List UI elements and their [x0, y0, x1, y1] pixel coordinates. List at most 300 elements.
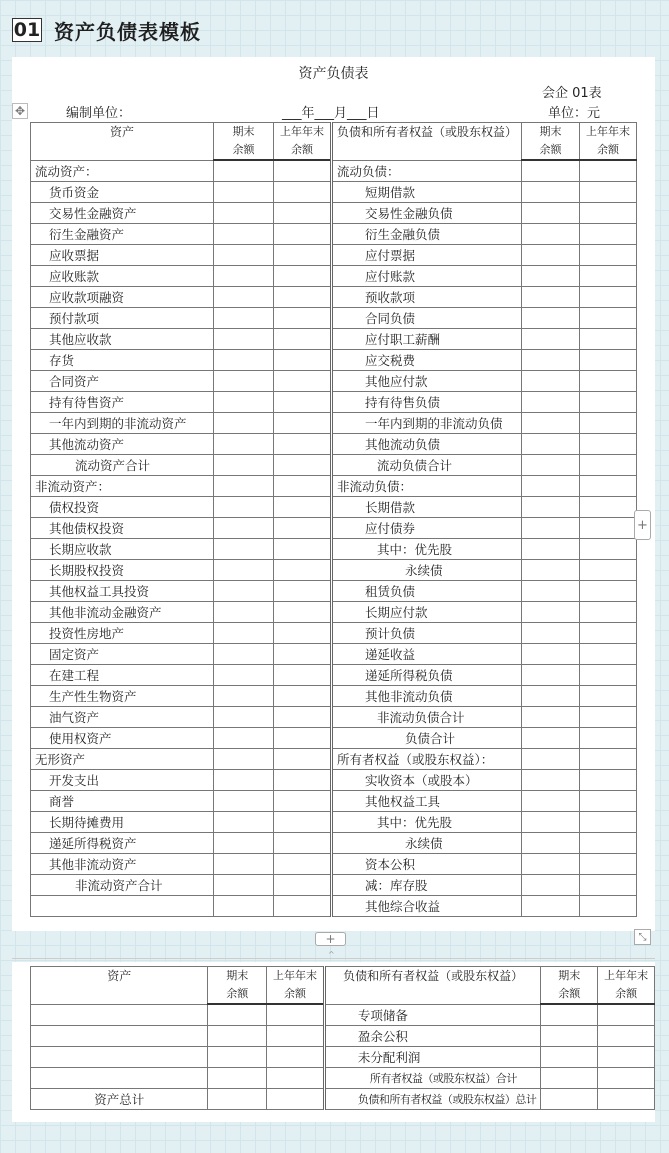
asset-item-cell[interactable]: 货币资金 [31, 182, 214, 203]
header-ending-balance[interactable]: 期末 [214, 123, 274, 142]
liability-item-cell[interactable]: 其中：优先股 [332, 812, 522, 833]
table-row [31, 160, 637, 182]
asset-prior-balance-cell[interactable] [267, 1047, 325, 1068]
liability-prior-balance-cell[interactable] [580, 854, 637, 875]
liability-item-cell[interactable]: 其中：优先股 [332, 539, 522, 560]
liability-item-cell[interactable]: 流动负债合计 [332, 455, 522, 476]
header-prior-year-balance-line2[interactable]: 余额 [274, 141, 332, 160]
document-page-1 [12, 57, 655, 931]
asset-item-cell[interactable]: 非流动资产合计 [31, 875, 214, 896]
asset-prior-balance-cell[interactable] [274, 455, 332, 476]
liability-ending-balance-cell[interactable] [541, 1068, 598, 1089]
table-row [31, 329, 637, 350]
liability-ending-balance-cell[interactable] [522, 644, 580, 665]
liability-item-cell[interactable]: 永续债 [332, 560, 522, 581]
asset-ending-balance-cell[interactable] [214, 203, 274, 224]
table-row [31, 896, 637, 917]
asset-prior-balance-cell[interactable] [274, 371, 332, 392]
asset-ending-balance-cell[interactable] [214, 707, 274, 728]
liability-prior-balance-cell[interactable] [580, 665, 637, 686]
asset-prior-balance-cell[interactable] [274, 413, 332, 434]
liability-prior-balance-cell[interactable] [580, 560, 637, 581]
liability-item-cell[interactable]: 持有待售负债 [332, 392, 522, 413]
liability-item-cell[interactable]: 其他综合收益 [332, 896, 522, 917]
liability-item-cell[interactable]: 应付账款 [332, 266, 522, 287]
liability-item-cell[interactable]: 永续债 [332, 833, 522, 854]
liability-item-cell[interactable]: 应付职工薪酬 [332, 329, 522, 350]
asset-item-cell[interactable]: 持有待售资产 [31, 392, 214, 413]
liability-prior-balance-cell[interactable] [580, 623, 637, 644]
table-row [31, 581, 637, 602]
asset-item-cell[interactable]: 其他债权投资 [31, 518, 214, 539]
table-row [31, 686, 637, 707]
balance-sheet-table [30, 122, 637, 917]
table-row [31, 182, 637, 203]
asset-item-cell[interactable]: 投资性房地产 [31, 623, 214, 644]
asset-prior-balance-cell[interactable] [274, 833, 332, 854]
asset-prior-balance-cell[interactable] [274, 812, 332, 833]
header-prior-year-balance-line2[interactable]: 余额 [267, 985, 325, 1004]
asset-prior-balance-cell[interactable] [274, 854, 332, 875]
asset-prior-balance-cell[interactable] [274, 350, 332, 371]
asset-ending-balance-cell[interactable] [214, 560, 274, 581]
asset-prior-balance-cell[interactable] [274, 160, 332, 182]
page-collapse-caret-icon[interactable]: ^ [328, 950, 335, 959]
header-prior-year-balance[interactable]: 上年年末 [274, 123, 332, 142]
asset-ending-balance-cell[interactable] [214, 266, 274, 287]
liability-prior-balance-cell[interactable] [580, 644, 637, 665]
asset-item-cell[interactable]: 无形资产 [31, 749, 214, 770]
liability-item-cell[interactable]: 长期借款 [332, 497, 522, 518]
asset-ending-balance-cell[interactable] [214, 875, 274, 896]
asset-item-cell[interactable]: 长期应收款 [31, 539, 214, 560]
section-number-badge: 01 [13, 19, 41, 41]
header-ending-balance-line2[interactable]: 余额 [522, 141, 580, 160]
liability-item-cell[interactable]: 减：库存股 [332, 875, 522, 896]
table-row [31, 539, 637, 560]
liability-ending-balance-cell[interactable] [522, 602, 580, 623]
liability-ending-balance-cell[interactable] [522, 812, 580, 833]
liability-prior-balance-cell[interactable] [580, 224, 637, 245]
header-ending-balance[interactable]: 期末 [522, 123, 580, 142]
liability-item-cell[interactable]: 短期借款 [332, 182, 522, 203]
liability-ending-balance-cell[interactable] [522, 560, 580, 581]
asset-prior-balance-cell[interactable] [274, 749, 332, 770]
asset-ending-balance-cell[interactable] [214, 854, 274, 875]
liability-item-cell[interactable]: 所有者权益（或股东权益）： [332, 749, 522, 770]
asset-prior-balance-cell[interactable] [267, 1004, 325, 1026]
asset-ending-balance-cell[interactable] [214, 476, 274, 497]
liability-item-cell[interactable]: 负债和所有者权益（或股东权益）总计 [324, 1089, 541, 1110]
asset-item-cell[interactable]: 其他权益工具投资 [31, 581, 214, 602]
add-column-button[interactable]: + [634, 510, 651, 540]
asset-ending-balance-cell[interactable] [214, 833, 274, 854]
asset-item-cell[interactable]: 应收款项融资 [31, 287, 214, 308]
asset-item-cell[interactable]: 固定资产 [31, 644, 214, 665]
asset-prior-balance-cell[interactable] [274, 728, 332, 749]
asset-prior-balance-cell[interactable] [274, 560, 332, 581]
liability-prior-balance-cell[interactable] [598, 1047, 655, 1068]
header-ending-balance[interactable]: 期末 [541, 967, 598, 986]
liability-ending-balance-cell[interactable] [541, 1089, 598, 1110]
asset-prior-balance-cell[interactable] [274, 182, 332, 203]
asset-item-cell[interactable]: 其他流动资产 [31, 434, 214, 455]
asset-item-cell[interactable]: 使用权资产 [31, 728, 214, 749]
liability-item-cell[interactable]: 其他非流动负债 [332, 686, 522, 707]
asset-item-cell[interactable]: 其他非流动金融资产 [31, 602, 214, 623]
liability-item-cell[interactable]: 应交税费 [332, 350, 522, 371]
liability-ending-balance-cell[interactable] [522, 728, 580, 749]
table-row [31, 434, 637, 455]
liability-prior-balance-cell[interactable] [580, 791, 637, 812]
liability-ending-balance-cell[interactable] [522, 224, 580, 245]
header-assets[interactable]: 资产 [31, 123, 214, 161]
liability-item-cell[interactable]: 衍生金融负债 [332, 224, 522, 245]
asset-item-cell[interactable] [31, 1068, 208, 1089]
table-row [31, 476, 637, 497]
liability-prior-balance-cell[interactable] [580, 413, 637, 434]
asset-ending-balance-cell[interactable] [214, 581, 274, 602]
asset-prior-balance-cell[interactable] [274, 602, 332, 623]
asset-item-cell[interactable] [31, 896, 214, 917]
asset-prior-balance-cell[interactable] [274, 875, 332, 896]
liability-prior-balance-cell[interactable] [580, 896, 637, 917]
asset-prior-balance-cell[interactable] [274, 203, 332, 224]
liability-prior-balance-cell[interactable] [580, 182, 637, 203]
header-prior-year-balance[interactable]: 上年年末 [598, 967, 655, 986]
asset-item-cell[interactable]: 长期待摊费用 [31, 812, 214, 833]
asset-ending-balance-cell[interactable] [214, 413, 274, 434]
liability-ending-balance-cell[interactable] [522, 434, 580, 455]
asset-item-cell[interactable]: 递延所得税资产 [31, 833, 214, 854]
liability-prior-balance-cell[interactable] [598, 1089, 655, 1110]
asset-item-cell[interactable]: 在建工程 [31, 665, 214, 686]
liability-ending-balance-cell[interactable] [522, 896, 580, 917]
liability-ending-balance-cell[interactable] [522, 770, 580, 791]
liability-ending-balance-cell[interactable] [522, 455, 580, 476]
liability-prior-balance-cell[interactable] [580, 476, 637, 497]
asset-item-cell[interactable]: 开发支出 [31, 770, 214, 791]
asset-item-cell[interactable]: 债权投资 [31, 497, 214, 518]
liability-item-cell[interactable]: 其他应付款 [332, 371, 522, 392]
asset-prior-balance-cell[interactable] [274, 224, 332, 245]
header-ending-balance[interactable]: 期末 [208, 967, 267, 986]
asset-item-cell[interactable] [31, 1026, 208, 1047]
asset-prior-balance-cell[interactable] [274, 287, 332, 308]
liability-ending-balance-cell[interactable] [522, 371, 580, 392]
asset-prior-balance-cell[interactable] [274, 644, 332, 665]
asset-ending-balance-cell[interactable] [214, 749, 274, 770]
header-ending-balance-line2[interactable]: 余额 [208, 985, 267, 1004]
asset-ending-balance-cell[interactable] [214, 539, 274, 560]
liability-item-cell[interactable]: 所有者权益（或股东权益）合计 [324, 1068, 541, 1089]
header-assets[interactable]: 资产 [31, 967, 208, 1005]
liability-prior-balance-cell[interactable] [580, 287, 637, 308]
asset-item-cell[interactable]: 其他非流动资产 [31, 854, 214, 875]
asset-item-cell[interactable]: 商誉 [31, 791, 214, 812]
header-liabilities-equity[interactable]: 负债和所有者权益（或股东权益） [332, 123, 522, 161]
liability-item-cell[interactable]: 负债合计 [332, 728, 522, 749]
asset-item-cell[interactable] [31, 1004, 208, 1026]
asset-prior-balance-cell[interactable] [274, 896, 332, 917]
header-liabilities-equity[interactable]: 负债和所有者权益（或股东权益） [324, 967, 541, 1005]
table-row [31, 350, 637, 371]
liability-item-cell[interactable]: 递延收益 [332, 644, 522, 665]
asset-prior-balance-cell[interactable] [274, 497, 332, 518]
liability-prior-balance-cell[interactable] [580, 707, 637, 728]
liability-item-cell[interactable]: 租赁负债 [332, 581, 522, 602]
add-row-button[interactable]: + [315, 932, 346, 946]
liability-prior-balance-cell[interactable] [580, 308, 637, 329]
asset-ending-balance-cell[interactable] [214, 434, 274, 455]
table-row [31, 812, 637, 833]
liability-prior-balance-cell[interactable] [598, 1026, 655, 1047]
asset-ending-balance-cell[interactable] [214, 160, 274, 182]
asset-item-cell[interactable]: 非流动资产： [31, 476, 214, 497]
liability-prior-balance-cell[interactable] [580, 749, 637, 770]
asset-prior-balance-cell[interactable] [267, 1089, 325, 1110]
asset-prior-balance-cell[interactable] [267, 1068, 325, 1089]
asset-ending-balance-cell[interactable] [214, 308, 274, 329]
liability-ending-balance-cell[interactable] [522, 308, 580, 329]
asset-item-cell[interactable]: 流动资产合计 [31, 455, 214, 476]
liability-item-cell[interactable]: 资本公积 [332, 854, 522, 875]
liability-ending-balance-cell[interactable] [522, 287, 580, 308]
header-ending-balance-line2[interactable]: 余额 [214, 141, 274, 160]
liability-item-cell[interactable]: 盈余公积 [324, 1026, 541, 1047]
liability-ending-balance-cell[interactable] [541, 1047, 598, 1068]
asset-ending-balance-cell[interactable] [208, 1047, 267, 1068]
liability-prior-balance-cell[interactable] [580, 539, 637, 560]
table-move-handle-icon[interactable]: ✥ [12, 103, 28, 119]
asset-item-cell[interactable]: 长期股权投资 [31, 560, 214, 581]
asset-item-cell[interactable]: 预付款项 [31, 308, 214, 329]
liability-ending-balance-cell[interactable] [522, 665, 580, 686]
table-resize-handle-icon[interactable]: ⤡ [634, 929, 651, 945]
liability-ending-balance-cell[interactable] [522, 686, 580, 707]
liability-ending-balance-cell[interactable] [522, 203, 580, 224]
liability-ending-balance-cell[interactable] [522, 160, 580, 182]
asset-item-cell[interactable]: 衍生金融资产 [31, 224, 214, 245]
liability-ending-balance-cell[interactable] [522, 539, 580, 560]
asset-prior-balance-cell[interactable] [274, 665, 332, 686]
liability-item-cell[interactable]: 递延所得税负债 [332, 665, 522, 686]
reporting-entity-label[interactable]: 编制单位： [66, 106, 132, 121]
liability-prior-balance-cell[interactable] [580, 350, 637, 371]
asset-ending-balance-cell[interactable] [214, 518, 274, 539]
asset-ending-balance-cell[interactable] [214, 224, 274, 245]
asset-ending-balance-cell[interactable] [208, 1026, 267, 1047]
document-title[interactable]: 资产负债表 [298, 66, 369, 82]
asset-prior-balance-cell[interactable] [274, 476, 332, 497]
form-code[interactable]: 会企 01表 [542, 86, 602, 101]
liability-item-cell[interactable]: 非流动负债： [332, 476, 522, 497]
asset-ending-balance-cell[interactable] [208, 1068, 267, 1089]
asset-ending-balance-cell[interactable] [214, 371, 274, 392]
asset-ending-balance-cell[interactable] [214, 287, 274, 308]
liability-ending-balance-cell[interactable] [541, 1004, 598, 1026]
liability-ending-balance-cell[interactable] [522, 749, 580, 770]
liability-prior-balance-cell[interactable] [580, 392, 637, 413]
liability-item-cell[interactable]: 应付票据 [332, 245, 522, 266]
liability-prior-balance-cell[interactable] [580, 371, 637, 392]
asset-ending-balance-cell[interactable] [214, 896, 274, 917]
asset-item-cell[interactable]: 流动资产： [31, 160, 214, 182]
asset-ending-balance-cell[interactable] [214, 182, 274, 203]
liability-item-cell[interactable]: 一年内到期的非流动负债 [332, 413, 522, 434]
liability-item-cell[interactable]: 专项储备 [324, 1004, 541, 1026]
asset-ending-balance-cell[interactable] [214, 623, 274, 644]
liability-prior-balance-cell[interactable] [580, 497, 637, 518]
liability-item-cell[interactable]: 合同负债 [332, 308, 522, 329]
liability-ending-balance-cell[interactable] [522, 875, 580, 896]
table-row [31, 854, 637, 875]
asset-ending-balance-cell[interactable] [214, 770, 274, 791]
currency-unit[interactable]: 单位：元 [548, 106, 601, 121]
table-row [31, 455, 637, 476]
asset-item-cell[interactable]: 存货 [31, 350, 214, 371]
header-prior-year-balance[interactable]: 上年年末 [580, 123, 637, 142]
liability-item-cell[interactable]: 流动负债： [332, 160, 522, 182]
asset-prior-balance-cell[interactable] [274, 434, 332, 455]
liability-ending-balance-cell[interactable] [522, 266, 580, 287]
liability-ending-balance-cell[interactable] [522, 581, 580, 602]
asset-prior-balance-cell[interactable] [274, 518, 332, 539]
asset-ending-balance-cell[interactable] [214, 686, 274, 707]
liability-ending-balance-cell[interactable] [522, 791, 580, 812]
asset-prior-balance-cell[interactable] [274, 707, 332, 728]
asset-item-cell[interactable]: 合同资产 [31, 371, 214, 392]
asset-ending-balance-cell[interactable] [214, 812, 274, 833]
asset-item-cell[interactable]: 其他应收款 [31, 329, 214, 350]
asset-prior-balance-cell[interactable] [274, 791, 332, 812]
asset-prior-balance-cell[interactable] [274, 392, 332, 413]
report-date-line[interactable]: ___年___月___日 [282, 106, 380, 121]
liability-ending-balance-cell[interactable] [522, 623, 580, 644]
asset-ending-balance-cell[interactable] [214, 245, 274, 266]
liability-item-cell[interactable]: 长期应付款 [332, 602, 522, 623]
liability-item-cell[interactable]: 其他流动负债 [332, 434, 522, 455]
asset-ending-balance-cell[interactable] [214, 602, 274, 623]
liability-prior-balance-cell[interactable] [580, 728, 637, 749]
header-ending-balance-line2[interactable]: 余额 [541, 985, 598, 1004]
liability-prior-balance-cell[interactable] [580, 245, 637, 266]
liability-ending-balance-cell[interactable] [522, 476, 580, 497]
liability-prior-balance-cell[interactable] [580, 581, 637, 602]
asset-ending-balance-cell[interactable] [208, 1089, 267, 1110]
table-row [31, 1089, 655, 1110]
liability-prior-balance-cell[interactable] [580, 602, 637, 623]
asset-item-cell[interactable]: 应收票据 [31, 245, 214, 266]
asset-ending-balance-cell[interactable] [214, 644, 274, 665]
asset-item-cell[interactable]: 一年内到期的非流动资产 [31, 413, 214, 434]
liability-ending-balance-cell[interactable] [522, 329, 580, 350]
liability-ending-balance-cell[interactable] [522, 854, 580, 875]
asset-prior-balance-cell[interactable] [267, 1026, 325, 1047]
liability-item-cell[interactable]: 非流动负债合计 [332, 707, 522, 728]
liability-prior-balance-cell[interactable] [580, 518, 637, 539]
liability-ending-balance-cell[interactable] [522, 833, 580, 854]
asset-item-cell[interactable] [31, 1047, 208, 1068]
liability-ending-balance-cell[interactable] [522, 518, 580, 539]
liability-prior-balance-cell[interactable] [580, 875, 637, 896]
header-prior-year-balance[interactable]: 上年年末 [267, 967, 325, 986]
liability-prior-balance-cell[interactable] [598, 1068, 655, 1089]
header-prior-year-balance-line2[interactable]: 余额 [598, 985, 655, 1004]
asset-ending-balance-cell[interactable] [214, 350, 274, 371]
asset-prior-balance-cell[interactable] [274, 686, 332, 707]
liability-item-cell[interactable]: 交易性金融负债 [332, 203, 522, 224]
liability-prior-balance-cell[interactable] [580, 770, 637, 791]
liability-item-cell[interactable]: 预计负债 [332, 623, 522, 644]
liability-prior-balance-cell[interactable] [580, 329, 637, 350]
table-row [31, 203, 637, 224]
liability-item-cell[interactable]: 应付债券 [332, 518, 522, 539]
asset-prior-balance-cell[interactable] [274, 329, 332, 350]
liability-ending-balance-cell[interactable] [522, 350, 580, 371]
liability-item-cell[interactable]: 实收资本（或股本） [332, 770, 522, 791]
liability-prior-balance-cell[interactable] [580, 455, 637, 476]
asset-ending-balance-cell[interactable] [208, 1004, 267, 1026]
asset-prior-balance-cell[interactable] [274, 539, 332, 560]
page-title: 资产负债表模板 [54, 19, 201, 44]
asset-ending-balance-cell[interactable] [214, 392, 274, 413]
table-row [31, 371, 637, 392]
asset-prior-balance-cell[interactable] [274, 581, 332, 602]
asset-item-cell[interactable]: 应收账款 [31, 266, 214, 287]
asset-item-cell[interactable]: 资产总计 [31, 1089, 208, 1110]
asset-ending-balance-cell[interactable] [214, 497, 274, 518]
liability-prior-balance-cell[interactable] [580, 434, 637, 455]
asset-prior-balance-cell[interactable] [274, 245, 332, 266]
liability-ending-balance-cell[interactable] [522, 707, 580, 728]
liability-prior-balance-cell[interactable] [580, 686, 637, 707]
header-prior-year-balance-line2[interactable]: 余额 [580, 141, 637, 160]
liability-ending-balance-cell[interactable] [522, 245, 580, 266]
liability-prior-balance-cell[interactable] [580, 160, 637, 182]
liability-prior-balance-cell[interactable] [580, 812, 637, 833]
liability-item-cell[interactable]: 预收款项 [332, 287, 522, 308]
liability-ending-balance-cell[interactable] [522, 182, 580, 203]
liability-prior-balance-cell[interactable] [580, 266, 637, 287]
table-row [31, 245, 637, 266]
liability-ending-balance-cell[interactable] [522, 497, 580, 518]
asset-item-cell[interactable]: 油气资产 [31, 707, 214, 728]
asset-ending-balance-cell[interactable] [214, 728, 274, 749]
liability-ending-balance-cell[interactable] [541, 1026, 598, 1047]
table-row [31, 392, 637, 413]
liability-item-cell[interactable]: 未分配利润 [324, 1047, 541, 1068]
asset-ending-balance-cell[interactable] [214, 329, 274, 350]
asset-prior-balance-cell[interactable] [274, 623, 332, 644]
asset-prior-balance-cell[interactable] [274, 308, 332, 329]
liability-prior-balance-cell[interactable] [580, 833, 637, 854]
table-row [31, 749, 637, 770]
document-page-2 [12, 962, 655, 1122]
asset-prior-balance-cell[interactable] [274, 770, 332, 791]
liability-ending-balance-cell[interactable] [522, 392, 580, 413]
liability-ending-balance-cell[interactable] [522, 413, 580, 434]
liability-prior-balance-cell[interactable] [598, 1004, 655, 1026]
asset-item-cell[interactable]: 生产性生物资产 [31, 686, 214, 707]
liability-prior-balance-cell[interactable] [580, 203, 637, 224]
asset-item-cell[interactable]: 交易性金融资产 [31, 203, 214, 224]
asset-ending-balance-cell[interactable] [214, 455, 274, 476]
asset-ending-balance-cell[interactable] [214, 665, 274, 686]
asset-prior-balance-cell[interactable] [274, 266, 332, 287]
asset-ending-balance-cell[interactable] [214, 791, 274, 812]
liability-item-cell[interactable]: 其他权益工具 [332, 791, 522, 812]
